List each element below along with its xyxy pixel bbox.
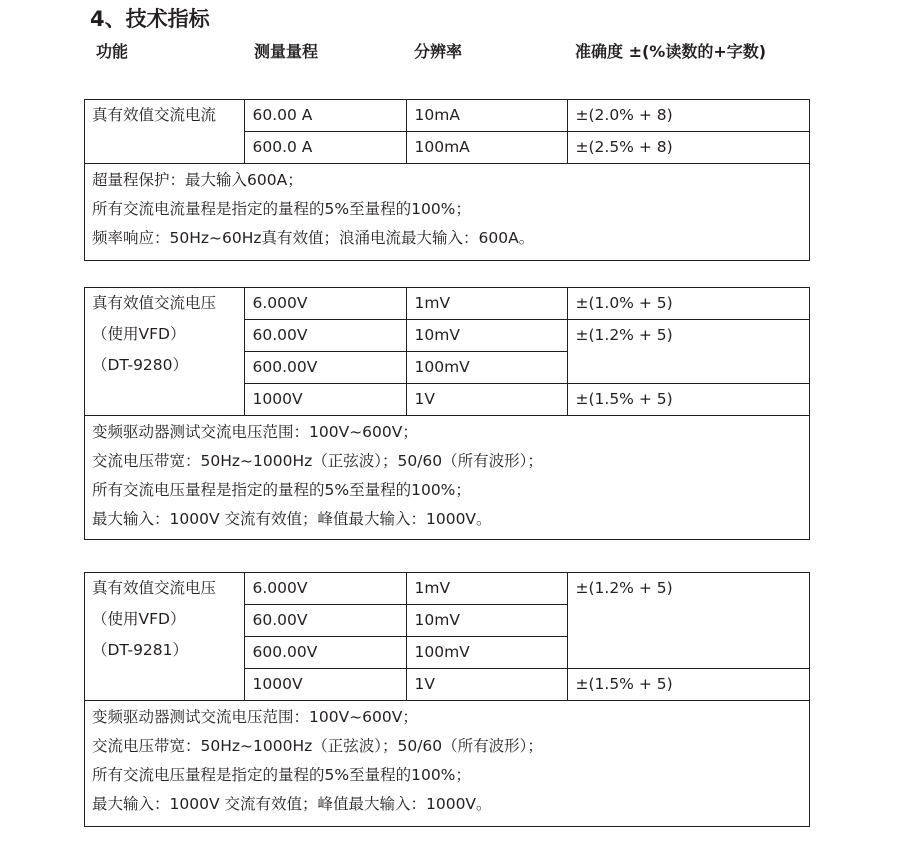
header-accuracy: 准确度 ±(%读数的+字数) (575, 42, 767, 61)
note-line: 频率响应：50Hz~60Hz真有效值；浪涌电流最大输入：600A。 (92, 229, 535, 247)
resolution-cell: 1mV (406, 288, 567, 320)
spec-table (85, 573, 809, 700)
table-row (85, 288, 809, 320)
notes (85, 415, 809, 536)
range-cell: 1000V (244, 384, 406, 416)
function-label: （使用VFD） (92, 610, 186, 628)
note-line: 所有交流电流量程是指定的量程的5%至量程的100%； (92, 200, 471, 218)
range-cell: 60.00V (244, 605, 406, 637)
accuracy-cell: ±(1.2% + 5) (575, 579, 673, 597)
section-title: 4、技术指标 (90, 7, 210, 31)
note-line: 所有交流电压量程是指定的量程的5%至量程的100%； (92, 766, 471, 784)
function-cell (85, 100, 244, 163)
table-row (85, 100, 809, 132)
spec-block-ac-voltage-dt9281 (84, 572, 810, 827)
range-cell: 60.00V (244, 320, 406, 352)
spec-table (85, 100, 809, 163)
resolution-cell: 100mA (406, 132, 567, 164)
function-label: 真有效值交流电压 (92, 294, 217, 312)
accuracy-cell: ±(2.5% + 8) (567, 132, 809, 164)
accuracy-cell: ±(1.2% + 5) (567, 320, 809, 384)
range-cell: 600.0 A (244, 132, 406, 164)
accuracy-cell: ±(1.5% + 5) (567, 384, 809, 416)
resolution-cell: 1V (406, 669, 567, 701)
range-cell: 6.000V (244, 288, 406, 320)
resolution-cell: 1V (406, 384, 567, 416)
note-line: 交流电压带宽：50Hz~1000Hz（正弦波）；50/60（所有波形）； (92, 452, 543, 470)
note-line: 交流电压带宽：50Hz~1000Hz（正弦波）；50/60（所有波形）； (92, 737, 543, 755)
spec-block-ac-current (84, 99, 810, 261)
resolution-cell: 10mV (406, 320, 567, 352)
resolution-cell: 100mV (406, 637, 567, 669)
note-line: 变频驱动器测试交流电压范围：100V~600V； (92, 708, 418, 726)
resolution-cell: 10mV (406, 605, 567, 637)
resolution-cell: 1mV (406, 573, 567, 605)
header-resolution: 分辨率 (414, 42, 463, 61)
range-cell: 600.00V (244, 352, 406, 384)
notes (85, 700, 809, 821)
note-line: 变频驱动器测试交流电压范围：100V~600V； (92, 423, 418, 441)
function-label: （使用VFD） (92, 325, 186, 343)
resolution-cell: 10mA (406, 100, 567, 132)
note-line: 最大输入：1000V 交流有效值；峰值最大输入：1000V。 (92, 795, 492, 813)
function-cell (85, 288, 244, 415)
function-cell (85, 573, 244, 700)
note-line: 超量程保护：最大输入600A； (92, 171, 303, 189)
note-line: 所有交流电压量程是指定的量程的5%至量程的100%； (92, 481, 471, 499)
header-function: 功能 (96, 42, 129, 61)
range-cell: 1000V (244, 669, 406, 701)
table-row (85, 573, 809, 605)
range-cell: 6.000V (244, 573, 406, 605)
accuracy-cell: ±(2.0% + 8) (575, 106, 673, 124)
spec-block-ac-voltage-dt9280 (84, 287, 810, 540)
accuracy-cell: ±(1.5% + 5) (567, 669, 809, 701)
function-label: 真有效值交流电压 (92, 579, 217, 597)
accuracy-cell: ±(1.0% + 5) (575, 294, 673, 312)
note-line: 最大输入：1000V 交流有效值；峰值最大输入：1000V。 (92, 510, 492, 528)
spec-table (85, 288, 809, 415)
resolution-cell: 100mV (406, 352, 567, 384)
range-cell: 60.00 A (244, 100, 406, 132)
function-label: （DT-9280） (92, 356, 189, 374)
notes (85, 163, 809, 255)
header-range: 测量量程 (254, 42, 319, 61)
function-label: 真有效值交流电流 (92, 106, 217, 124)
range-cell: 600.00V (244, 637, 406, 669)
function-label: （DT-9281） (92, 641, 189, 659)
